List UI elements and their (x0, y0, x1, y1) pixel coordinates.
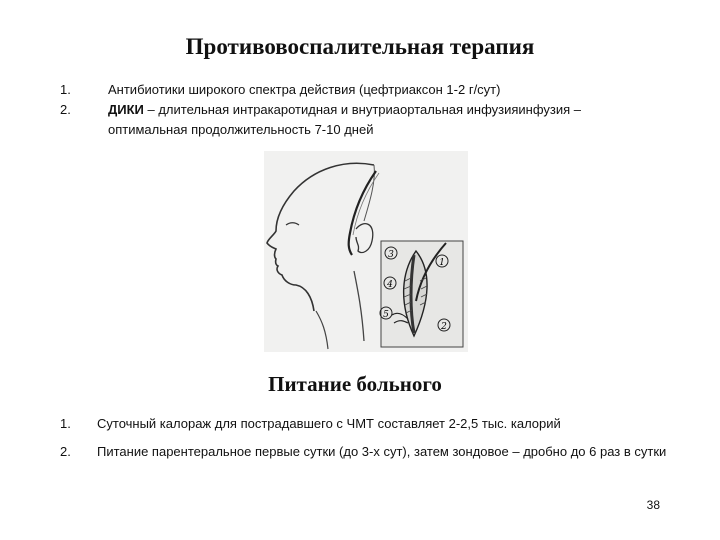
list-number: 1. (60, 82, 71, 97)
list-item (60, 100, 660, 140)
list-item (60, 414, 680, 434)
therapy-list (60, 80, 660, 140)
svg-text:3: 3 (388, 250, 394, 260)
list-item-text: Питание парентеральное первые сутки (до 3-х сут), затем зондовое – дробно до 6 раз в сутки (97, 444, 667, 459)
list-item-text: Антибиотики широкого спектра действия (цефтриаксон 1-2 г/сут) (108, 82, 501, 97)
section-subtitle: Питание больного (268, 372, 442, 396)
svg-text:4: 4 (387, 280, 393, 290)
list-item (60, 442, 680, 462)
list-item-text: Суточный калораж для пострадавшего с ЧМТ составляет 2-2,5 тыс. калорий (97, 416, 561, 431)
svg-text:2: 2 (441, 322, 447, 332)
list-number: 1. (60, 416, 71, 431)
keyword-diki: ДИКИ (108, 102, 144, 117)
svg-text:5: 5 (383, 310, 389, 320)
slide-title: Противовоспалительная терапия (185, 34, 535, 59)
page-number: 38 (646, 498, 660, 512)
intracarotid-infusion-illustration (264, 151, 468, 352)
list-item-rest: – длительная интракаротидная и внутриаортальная инфузияинфузия – оптимальная продолжительность 7-10 дней (108, 102, 582, 137)
list-number: 2. (60, 102, 71, 117)
list-number: 2. (60, 444, 71, 459)
list-item-text (108, 100, 660, 140)
nutrition-list (60, 414, 680, 470)
svg-text:1: 1 (439, 258, 445, 268)
list-item (60, 80, 660, 100)
